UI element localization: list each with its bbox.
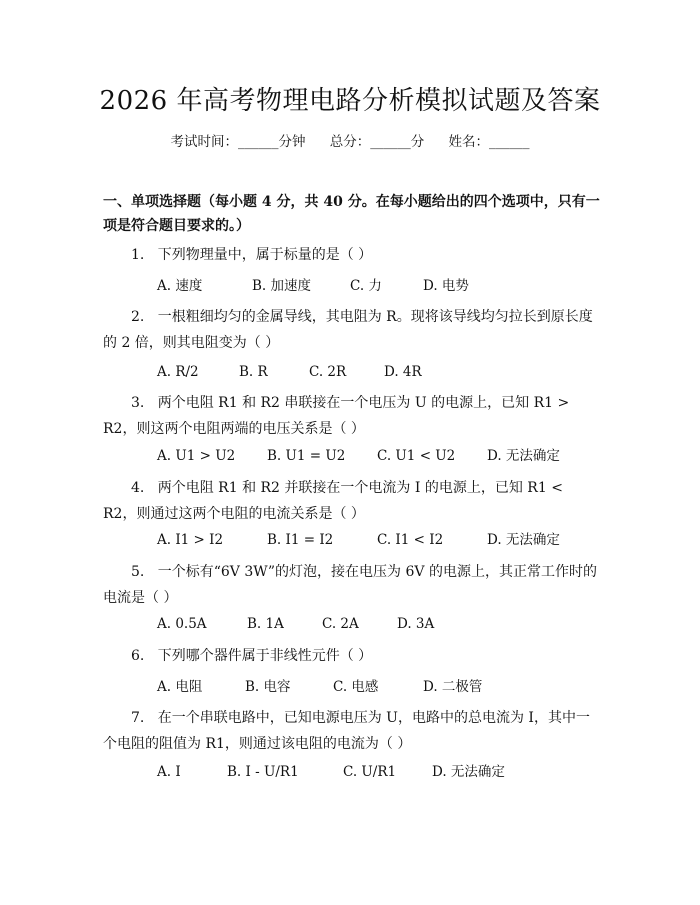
- question-options: [157, 762, 505, 782]
- question-options: [157, 677, 482, 697]
- question-item: [103, 390, 597, 442]
- student-name-field: 姓名：______: [448, 134, 530, 150]
- option-d: D. 无法确定: [487, 448, 560, 464]
- option-b: B. 电容: [245, 679, 291, 695]
- option-b: B. I - U/R1: [227, 764, 299, 780]
- question-number: 7.: [131, 710, 145, 726]
- question-number: 3.: [131, 395, 145, 411]
- exam-time-field: 考试时间：______分钟: [170, 134, 306, 150]
- option-a: A. 速度: [157, 278, 203, 294]
- option-a: A. I1 > I2: [157, 532, 224, 548]
- option-b: B. R: [239, 364, 268, 380]
- option-c: C. U/R1: [343, 764, 397, 780]
- question-options: [157, 362, 422, 382]
- question-item: [103, 475, 597, 527]
- question-number: 4.: [131, 480, 145, 496]
- option-c: C. 2A: [322, 616, 359, 632]
- question-number: 1.: [131, 247, 145, 263]
- question-stem: 一个标有“6V 3W”的灯泡，接在电压为 6V 的电源上，其正常工作时的电流是（ ）: [103, 564, 597, 606]
- question-item: [103, 242, 597, 268]
- option-c: C. 电感: [333, 679, 379, 695]
- question-stem: 一根粗细均匀的金属导线，其电阻为 R。现将该导线均匀拉长到原长度的 2 倍，则其电阻变为（ ）: [103, 309, 593, 351]
- page-title: 2026 年高考物理电路分析模拟试题及答案: [99, 86, 601, 116]
- option-d: D. 无法确定: [432, 764, 505, 780]
- question-stem: 在一个串联电路中，已知电源电压为 U，电路中的总电流为 I，其中一个电阻的阻值为 R1，则通过该电阻的电流为（ ）: [103, 710, 590, 752]
- question-number: 2.: [131, 309, 145, 325]
- option-d: D. 二极管: [423, 679, 483, 695]
- option-a: A. 0.5A: [157, 616, 207, 632]
- option-b: B. 加速度: [252, 278, 312, 294]
- question-stem: 下列哪个器件属于非线性元件（ ）: [157, 648, 373, 664]
- option-d: D. 电势: [423, 278, 469, 294]
- option-a: A. U1 > U2: [157, 448, 236, 464]
- question-stem: 两个电阻 R1 和 R2 并联接在一个电流为 I 的电源上，已知 R1 < R2，则通过这两个电阻的电流关系是（ ）: [103, 480, 563, 522]
- question-item: [103, 705, 597, 757]
- question-stem: 下列物理量中，属于标量的是（ ）: [157, 247, 373, 263]
- total-score-field: 总分：______分: [329, 134, 425, 150]
- option-a: A. I: [157, 764, 181, 780]
- question-options: [157, 530, 560, 550]
- question-options: [157, 446, 560, 466]
- option-d: D. 无法确定: [487, 532, 560, 548]
- option-b: B. U1 = U2: [267, 448, 346, 464]
- option-c: C. 2R: [309, 364, 347, 380]
- option-a: A. 电阻: [157, 679, 203, 695]
- question-stem: 两个电阻 R1 和 R2 串联接在一个电压为 U 的电源上，已知 R1 > R2，则这两个电阻两端的电压关系是（ ）: [103, 395, 570, 437]
- question-options: [157, 276, 469, 296]
- question-number: 5.: [131, 564, 145, 580]
- option-c: C. I1 < I2: [377, 532, 444, 548]
- option-c: C. U1 < U2: [377, 448, 456, 464]
- option-d: D. 3A: [397, 616, 435, 632]
- question-options: [157, 614, 434, 634]
- option-b: B. 1A: [247, 616, 284, 632]
- option-a: A. R/2: [157, 364, 199, 380]
- question-item: [103, 559, 597, 611]
- option-b: B. I1 = I2: [267, 532, 334, 548]
- option-d: D. 4R: [384, 364, 422, 380]
- question-number: 6.: [131, 648, 145, 664]
- question-item: [103, 304, 597, 356]
- section-heading: 一、单项选择题（每小题 4 分，共 40 分。在每小题给出的四个选项中，只有一项是符合题目要求的。）: [103, 194, 600, 234]
- option-c: C. 力: [350, 278, 382, 294]
- exam-info-line: [0, 132, 700, 152]
- question-item: [103, 643, 597, 669]
